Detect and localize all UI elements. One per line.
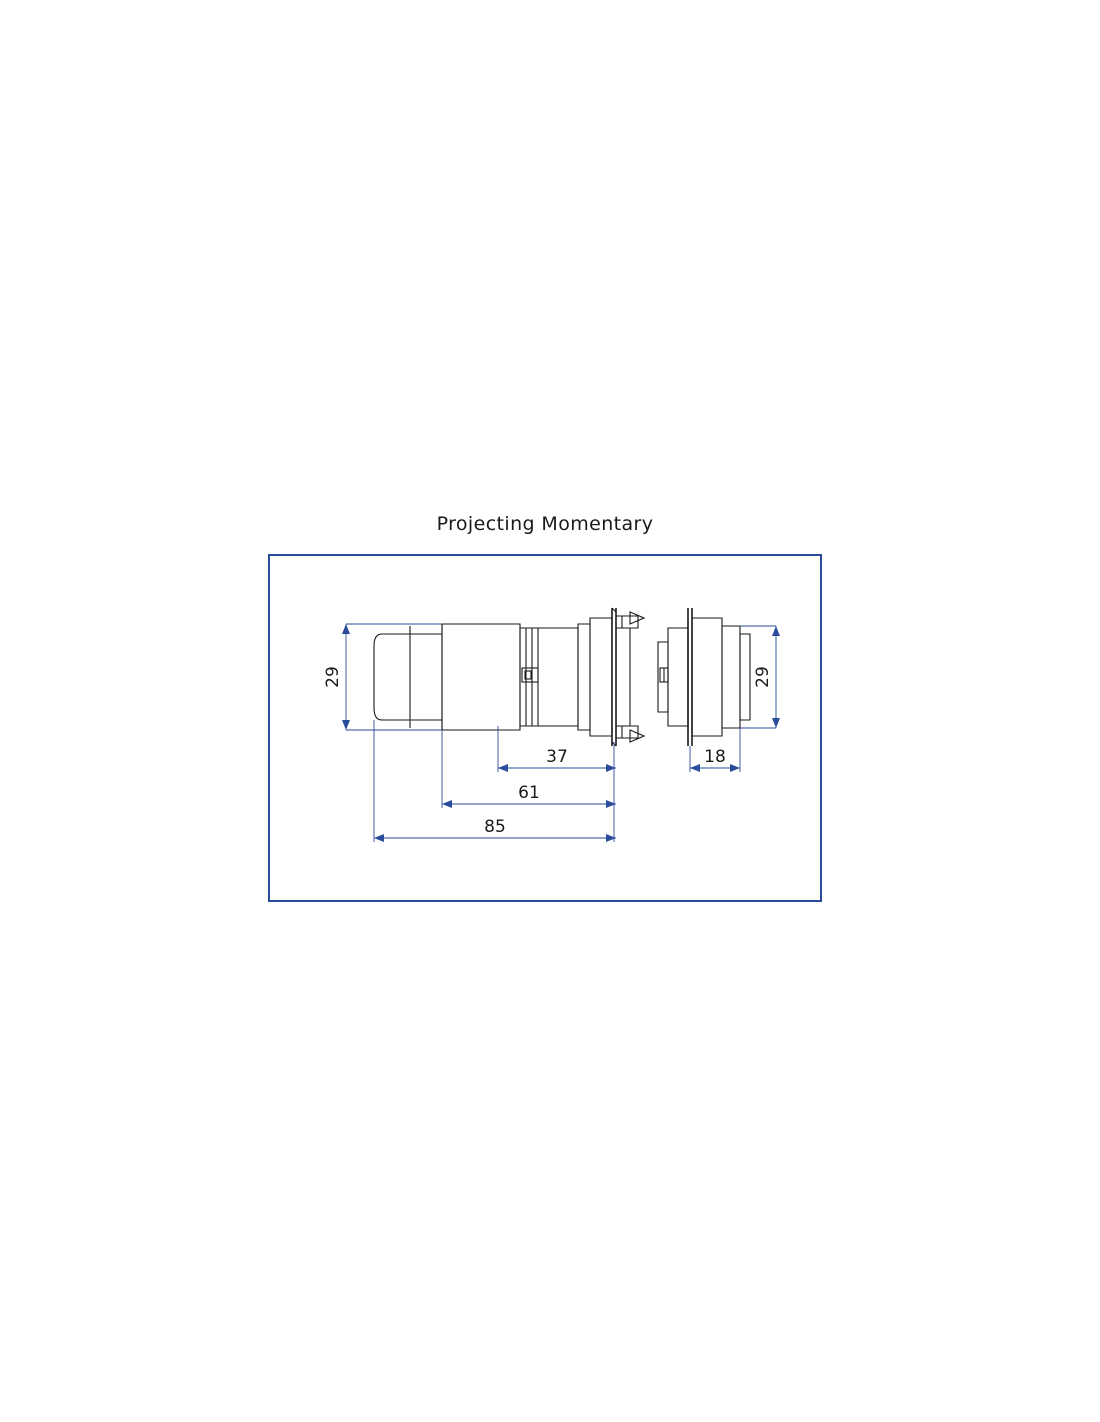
dimension-label-61: 61 bbox=[518, 783, 540, 803]
figure-title: Projecting Momentary bbox=[436, 513, 654, 535]
dimension-label-18: 18 bbox=[704, 747, 726, 767]
dimension-label-85: 85 bbox=[484, 817, 506, 837]
dimension-label-left-height: 29 bbox=[323, 666, 343, 688]
technical-drawing bbox=[270, 556, 824, 904]
dimension-label-right-height: 29 bbox=[753, 666, 773, 688]
dimension-label-37: 37 bbox=[546, 747, 568, 767]
figure-frame bbox=[268, 554, 822, 902]
